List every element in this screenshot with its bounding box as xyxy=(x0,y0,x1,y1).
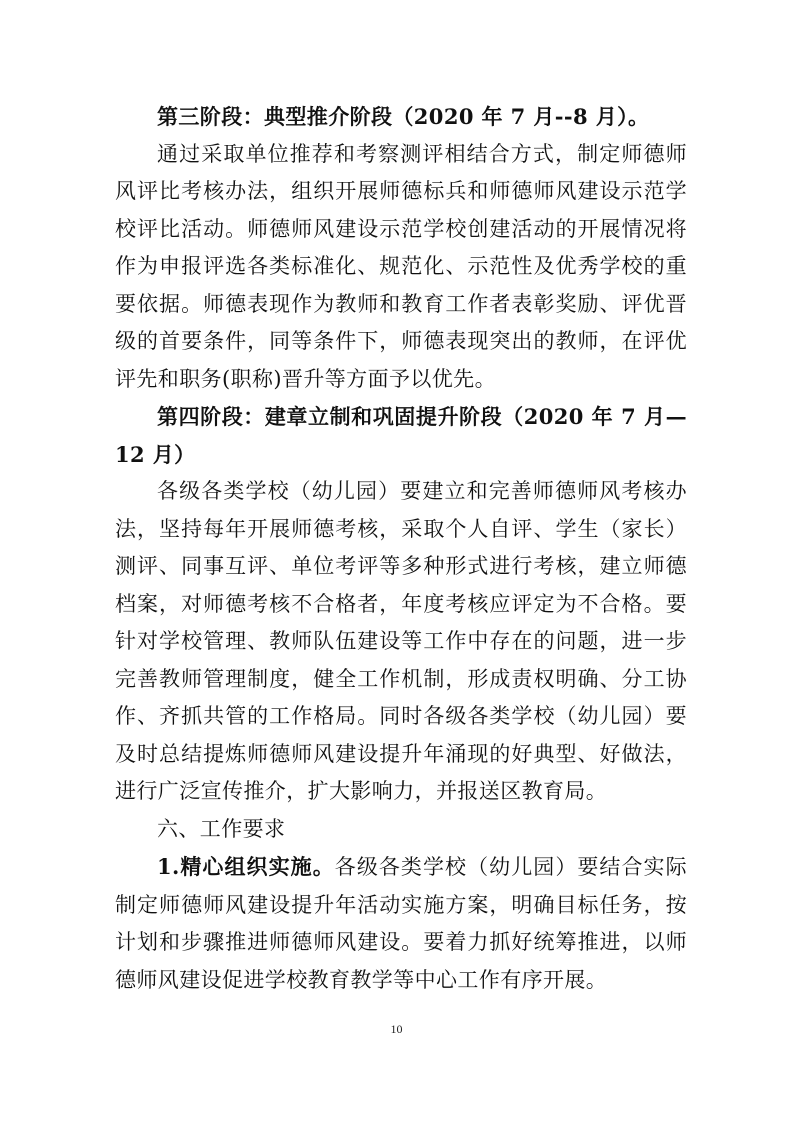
stage4-heading: 第四阶段：建章立制和巩固提升阶段（2020 年 7 月—12 月） xyxy=(115,404,687,467)
requirement-item-1-body: 各级各类学校（幼儿园）要结合实际制定师德师风建设提升年活动实施方案，明确目标任务，按计划和步骤推进师德师风建设。要着力抓好统筹推进，以师德师风建设促进学校教育教学等中心工作有序开展。 xyxy=(115,855,687,992)
stage4-paragraph: 各级各类学校（幼儿园）要建立和完善师德师风考核办法，坚持每年开展师德考核，采取个人自评、学生（家长）测评、同事互评、单位考评等多种形式进行考核，建立师德档案，对师德考核不合格者，年度考核应评定为不合格。要针对学校管理、教师队伍建设等工作中存在的问题，进一步完善教师管理制度，健全工作机制，形成责权明确、分工协作、齐抓共管的工作格局。同时各级各类学校（幼儿园）要及时总结提炼师德师风建设提升年涌现的好典型、好做法，进行广泛宣传推介，扩大影响力，并报送区教育局。 xyxy=(115,479,687,803)
requirement-item-1 xyxy=(115,848,687,999)
stage3-heading: 第三阶段：典型推介阶段（2020 年 7 月--8 月）。 xyxy=(157,104,650,129)
stage3-paragraph: 通过采取单位推荐和考察测评相结合方式，制定师德师风评比考核办法，组织开展师德标兵和师德师风建设示范学校评比活动。师德师风建设示范学校创建活动的开展情况将作为申报评选各类标准化、规范化、示范性及优秀学校的重要依据。师德表现作为教师和教育工作者表彰奖励、评优晋级的首要条件，同等条件下，师德表现突出的教师，在评优评先和职务(职称)晋升等方面予以优先。 xyxy=(115,141,687,391)
document-body xyxy=(115,98,687,999)
section6-heading: 六、工作要求 xyxy=(157,816,286,841)
page-number: 10 xyxy=(390,1022,403,1036)
requirement-item-1-title: 1.精心组织实施。 xyxy=(157,854,335,879)
